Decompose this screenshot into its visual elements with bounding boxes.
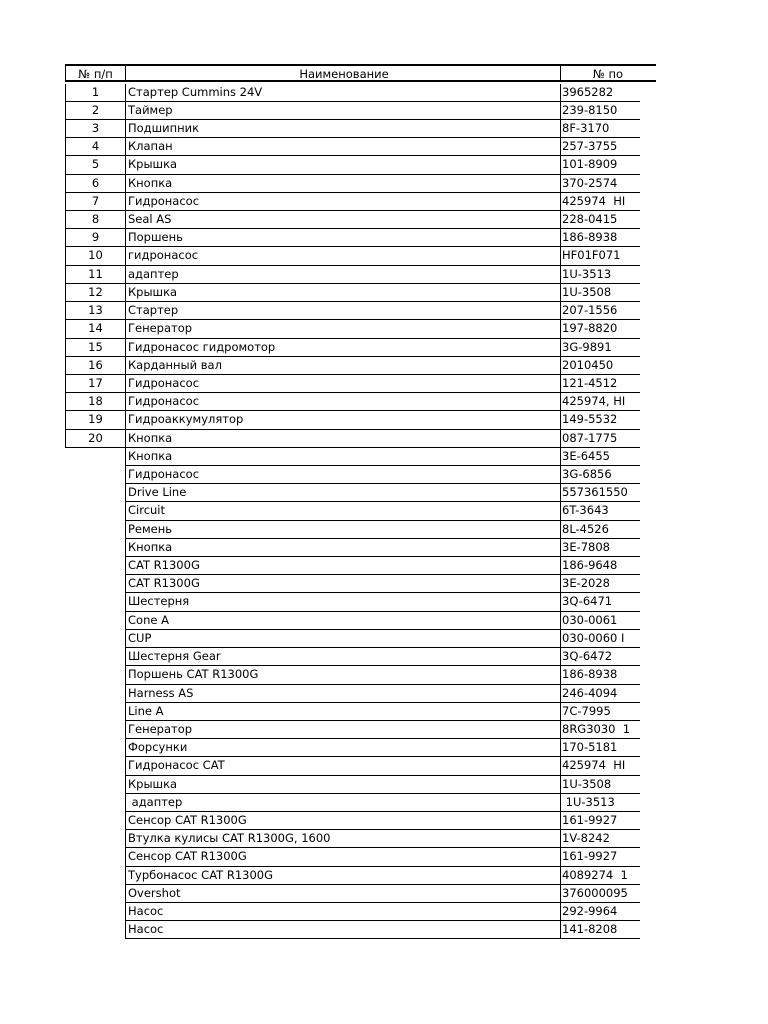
part-number-cell[interactable]: 246-4094 <box>560 685 640 703</box>
item-name-cell[interactable]: Насос <box>125 903 561 921</box>
item-name-cell[interactable]: Поршень CAT R1300G <box>125 666 561 684</box>
item-name-cell[interactable]: CUP <box>125 630 561 648</box>
part-number-cell[interactable]: 1U-3508 <box>560 284 640 302</box>
item-name-cell[interactable]: CAT R1300G <box>125 557 561 575</box>
part-number-cell[interactable]: 8L-4526 <box>560 521 640 539</box>
row-number-cell[interactable]: 11 <box>65 266 126 284</box>
part-number-cell[interactable]: 2010450 <box>560 357 640 375</box>
item-name-cell[interactable]: Форсунки <box>125 739 561 757</box>
row-number-cell[interactable]: 4 <box>65 138 126 156</box>
item-name-cell[interactable]: Ремень <box>125 521 561 539</box>
item-name-cell[interactable]: гидронасос <box>125 247 561 265</box>
item-name-cell[interactable]: Таймер <box>125 102 561 120</box>
item-name-cell[interactable]: Circuit <box>125 502 561 520</box>
part-number-cell[interactable]: 1U-3508 <box>560 776 640 794</box>
part-number-cell[interactable]: 161-9927 <box>560 848 640 866</box>
part-number-cell[interactable]: 3E-2028 <box>560 575 640 593</box>
part-number-cell[interactable]: 186-8938 <box>560 229 640 247</box>
part-number-cell[interactable]: 3E-7808 <box>560 539 640 557</box>
item-name-cell[interactable]: Стартер Cummins 24V <box>125 84 561 102</box>
item-name-cell[interactable]: Гидроаккумулятор <box>125 411 561 429</box>
part-number-cell[interactable]: 186-9648 <box>560 557 640 575</box>
part-number-cell[interactable]: 292-9964 <box>560 903 640 921</box>
part-number-cell[interactable]: 170-5181 <box>560 739 640 757</box>
item-name-cell[interactable]: Поршень <box>125 229 561 247</box>
part-number-cell[interactable]: 3Q-6472 <box>560 648 640 666</box>
row-number-cell[interactable]: 19 <box>65 411 126 429</box>
part-number-cell[interactable]: 1U-3513 <box>560 266 640 284</box>
row-number-cell[interactable]: 7 <box>65 193 126 211</box>
header-number[interactable]: № п/п <box>65 64 126 82</box>
item-name-cell[interactable]: Harness AS <box>125 685 561 703</box>
item-name-cell[interactable]: Кнопка <box>125 175 561 193</box>
part-number-cell[interactable]: HF01F071 <box>560 247 640 265</box>
part-number-cell[interactable]: 425974 HI <box>560 757 640 775</box>
header-part-number[interactable]: № по <box>560 64 656 82</box>
row-number-cell[interactable]: 8 <box>65 211 126 229</box>
item-name-cell[interactable]: Drive Line <box>125 484 561 502</box>
item-name-cell[interactable]: Насос <box>125 921 561 939</box>
part-number-cell[interactable]: 186-8938 <box>560 666 640 684</box>
row-number-cell[interactable]: 18 <box>65 393 126 411</box>
row-number-cell[interactable]: 15 <box>65 339 126 357</box>
part-number-cell[interactable]: 1U-3513 <box>560 794 640 812</box>
part-number-cell[interactable]: 3E-6455 <box>560 448 640 466</box>
item-name-cell[interactable]: Подшипник <box>125 120 561 138</box>
row-number-cell[interactable]: 1 <box>65 84 126 102</box>
part-number-cell[interactable]: 101-8909 <box>560 156 640 174</box>
item-name-cell[interactable]: CAT R1300G <box>125 575 561 593</box>
item-name-cell[interactable]: Генератор <box>125 721 561 739</box>
item-name-cell[interactable]: адаптер <box>125 266 561 284</box>
row-number-cell[interactable]: 10 <box>65 247 126 265</box>
item-name-cell[interactable]: Клапан <box>125 138 561 156</box>
part-number-cell[interactable]: 8F-3170 <box>560 120 640 138</box>
row-number-cell[interactable]: 3 <box>65 120 126 138</box>
item-name-cell[interactable]: Сенсор CAT R1300G <box>125 812 561 830</box>
item-name-cell[interactable]: Кнопка <box>125 448 561 466</box>
header-name[interactable]: Наименование <box>125 64 561 82</box>
item-name-cell[interactable]: Гидронасос <box>125 466 561 484</box>
part-number-cell[interactable]: 6T-3643 <box>560 502 640 520</box>
row-number-cell[interactable]: 5 <box>65 156 126 174</box>
part-number-cell[interactable]: 239-8150 <box>560 102 640 120</box>
item-name-cell[interactable]: Крышка <box>125 776 561 794</box>
part-number-cell[interactable]: 370-2574 <box>560 175 640 193</box>
part-number-cell[interactable]: 425974 HI <box>560 193 640 211</box>
item-name-cell[interactable]: Крышка <box>125 284 561 302</box>
item-name-cell[interactable]: Шестерня <box>125 593 561 611</box>
row-number-cell[interactable]: 2 <box>65 102 126 120</box>
part-number-cell[interactable]: 8RG3030 1 <box>560 721 640 739</box>
item-name-cell[interactable]: Seal AS <box>125 211 561 229</box>
part-number-cell[interactable]: 3965282 <box>560 84 640 102</box>
item-name-cell[interactable]: Гидронасос CAT <box>125 757 561 775</box>
item-name-cell[interactable]: Стартер <box>125 302 561 320</box>
item-name-cell[interactable]: Крышка <box>125 156 561 174</box>
item-name-cell[interactable]: адаптер <box>125 794 561 812</box>
part-number-cell[interactable]: 121-4512 <box>560 375 640 393</box>
part-number-cell[interactable]: 257-3755 <box>560 138 640 156</box>
item-name-cell[interactable]: Генератор <box>125 320 561 338</box>
item-name-cell[interactable]: Гидронасос гидромотор <box>125 339 561 357</box>
part-number-cell[interactable]: 3G-9891 <box>560 339 640 357</box>
part-number-cell[interactable]: 7C-7995 <box>560 703 640 721</box>
row-number-cell[interactable]: 16 <box>65 357 126 375</box>
part-number-cell[interactable]: 3G-6856 <box>560 466 640 484</box>
item-name-cell[interactable]: Карданный вал <box>125 357 561 375</box>
item-name-cell[interactable]: Кнопка <box>125 430 561 448</box>
item-name-cell[interactable]: Гидронасос <box>125 393 561 411</box>
row-number-cell[interactable]: 12 <box>65 284 126 302</box>
part-number-cell[interactable]: 4089274 1 <box>560 867 640 885</box>
row-number-cell[interactable]: 13 <box>65 302 126 320</box>
part-number-cell[interactable]: 228-0415 <box>560 211 640 229</box>
row-number-cell[interactable]: 20 <box>65 430 126 448</box>
part-number-cell[interactable]: 376000095 <box>560 885 640 903</box>
row-number-cell[interactable]: 14 <box>65 320 126 338</box>
item-name-cell[interactable]: Cone A <box>125 612 561 630</box>
part-number-cell[interactable]: 557361550 <box>560 484 640 502</box>
item-name-cell[interactable]: Втулка кулисы CAT R1300G, 1600 <box>125 830 561 848</box>
part-number-cell[interactable]: 030-0061 <box>560 612 640 630</box>
row-number-cell[interactable]: 17 <box>65 375 126 393</box>
part-number-cell[interactable]: 425974, HI <box>560 393 640 411</box>
part-number-cell[interactable]: 087-1775 <box>560 430 640 448</box>
row-number-cell[interactable]: 9 <box>65 229 126 247</box>
item-name-cell[interactable]: Турбонасос CAT R1300G <box>125 867 561 885</box>
part-number-cell[interactable]: 197-8820 <box>560 320 640 338</box>
part-number-cell[interactable]: 207-1556 <box>560 302 640 320</box>
item-name-cell[interactable]: Гидронасос <box>125 193 561 211</box>
part-number-cell[interactable]: 030-0060 I <box>560 630 640 648</box>
part-number-cell[interactable]: 149-5532 <box>560 411 640 429</box>
item-name-cell[interactable]: Гидронасос <box>125 375 561 393</box>
item-name-cell[interactable]: Line A <box>125 703 561 721</box>
part-number-cell[interactable]: 141-8208 <box>560 921 640 939</box>
item-name-cell[interactable]: Overshot <box>125 885 561 903</box>
part-number-cell[interactable]: 1V-8242 <box>560 830 640 848</box>
item-name-cell[interactable]: Шестерня Gear <box>125 648 561 666</box>
item-name-cell[interactable]: Сенсор CAT R1300G <box>125 848 561 866</box>
row-number-cell[interactable]: 6 <box>65 175 126 193</box>
item-name-cell[interactable]: Кнопка <box>125 539 561 557</box>
part-number-cell[interactable]: 3Q-6471 <box>560 593 640 611</box>
part-number-cell[interactable]: 161-9927 <box>560 812 640 830</box>
